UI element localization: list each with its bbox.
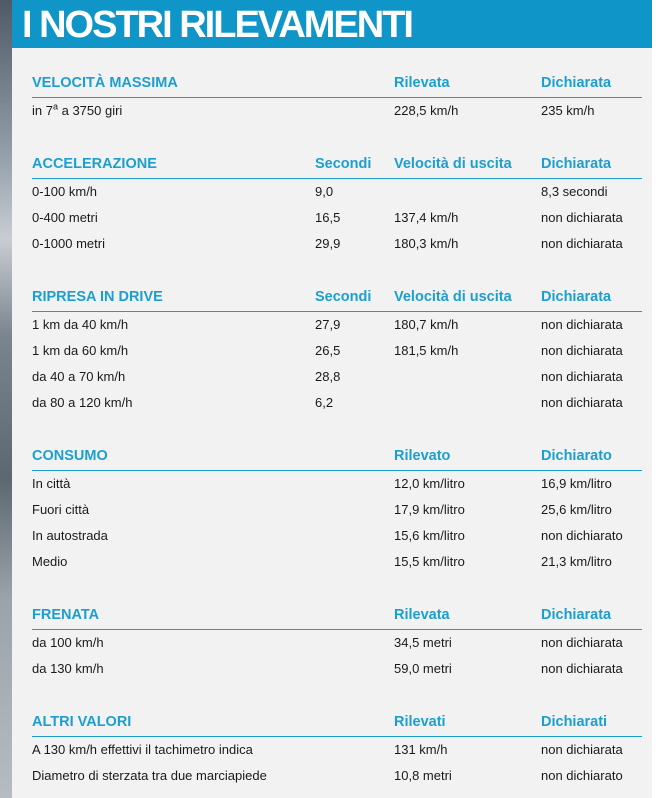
section-header xyxy=(32,603,642,630)
section-accelerazione xyxy=(32,152,642,257)
value-rilevati: 131 km/h xyxy=(394,742,448,757)
background-photo-strip xyxy=(0,0,12,798)
table-row xyxy=(32,737,642,763)
section-header xyxy=(32,152,642,179)
header-banner xyxy=(12,0,652,48)
value-dichiarata: non dichiarata xyxy=(541,317,623,332)
value-secondi: 29,9 xyxy=(315,236,341,251)
row-label: In città xyxy=(32,476,71,491)
col-header-dichiarato: Dichiarato xyxy=(541,448,612,464)
row-label: da 80 a 120 km/h xyxy=(32,395,133,410)
value-velocita: 137,4 km/h xyxy=(394,210,459,225)
table-row xyxy=(32,390,642,416)
value-rilevata: 228,5 km/h xyxy=(394,103,459,118)
section-frenata xyxy=(32,603,642,682)
table-row xyxy=(32,656,642,682)
value-secondi: 6,2 xyxy=(315,395,334,410)
col-header-rilevata: Rilevata xyxy=(394,607,450,623)
section-title: ALTRI VALORI xyxy=(32,714,132,730)
row-label: 0-400 metri xyxy=(32,210,98,225)
value-secondi: 27,9 xyxy=(315,317,341,332)
table-row xyxy=(32,98,642,124)
row-label: 1 km da 40 km/h xyxy=(32,317,129,332)
section-title: FRENATA xyxy=(32,607,100,623)
value-dichiarata: 235 km/h xyxy=(541,103,595,118)
table-row xyxy=(32,364,642,390)
col-header-velocita-uscita: Velocità di uscita xyxy=(394,289,512,305)
col-header-secondi: Secondi xyxy=(315,156,372,172)
section-altri-valori xyxy=(32,710,642,789)
section-velocita-massima xyxy=(32,71,642,124)
row-label: A 130 km/h effettivi il tachimetro indica xyxy=(32,742,253,757)
col-header-dichiarata: Dichiarata xyxy=(541,156,612,172)
table-row xyxy=(32,338,642,364)
value-rilevato: 12,0 km/litro xyxy=(394,476,465,491)
row-label: da 40 a 70 km/h xyxy=(32,369,126,384)
table-row xyxy=(32,549,642,575)
value-dichiarata: non dichiarata xyxy=(541,236,623,251)
section-header xyxy=(32,710,642,737)
value-secondi: 26,5 xyxy=(315,343,341,358)
value-rilevato: 17,9 km/litro xyxy=(394,502,465,517)
value-velocita: 181,5 km/h xyxy=(394,343,459,358)
value-dichiarato: non dichiarato xyxy=(541,528,623,543)
table-row xyxy=(32,179,642,205)
table-row xyxy=(32,763,642,789)
value-velocita: 180,7 km/h xyxy=(394,317,459,332)
value-dichiarata: non dichiarata xyxy=(541,635,623,650)
value-dichiarata: non dichiarata xyxy=(541,661,623,676)
table-row xyxy=(32,471,642,497)
col-header-velocita-uscita: Velocità di uscita xyxy=(394,156,512,172)
table-row xyxy=(32,523,642,549)
row-label: 1 km da 60 km/h xyxy=(32,343,129,358)
row-label: da 100 km/h xyxy=(32,635,104,650)
row-label: 0-100 km/h xyxy=(32,184,98,199)
row-label: Medio xyxy=(32,554,68,569)
table-row xyxy=(32,312,642,338)
value-velocita: 180,3 km/h xyxy=(394,236,459,251)
value-dichiarato: 25,6 km/litro xyxy=(541,502,612,517)
value-dichiarata: non dichiarata xyxy=(541,343,623,358)
value-dichiarata: non dichiarata xyxy=(541,395,623,410)
section-title: VELOCITÀ MASSIMA xyxy=(32,75,178,91)
col-header-secondi: Secondi xyxy=(315,289,372,305)
col-header-dichiarata: Dichiarata xyxy=(541,289,612,305)
section-header xyxy=(32,71,642,98)
row-label: In autostrada xyxy=(32,528,108,543)
col-header-rilevata: Rilevata xyxy=(394,75,450,91)
table-row xyxy=(32,231,642,257)
value-dichiarata: non dichiarata xyxy=(541,369,623,384)
col-header-rilevato: Rilevato xyxy=(394,448,451,464)
table-row xyxy=(32,497,642,523)
value-rilevato: 15,5 km/litro xyxy=(394,554,465,569)
value-dichiarati: non dichiarata xyxy=(541,742,623,757)
col-header-dichiarata: Dichiarata xyxy=(541,607,612,623)
section-ripresa-in-drive xyxy=(32,285,642,416)
page-title: I NOSTRI RILEVAMENTI xyxy=(22,4,412,46)
section-header xyxy=(32,285,642,312)
value-secondi: 28,8 xyxy=(315,369,341,384)
value-secondi: 9,0 xyxy=(315,184,334,199)
table-row xyxy=(32,630,642,656)
section-header xyxy=(32,444,642,471)
section-title: ACCELERAZIONE xyxy=(32,156,157,172)
row-label: Fuori città xyxy=(32,502,90,517)
row-label: da 130 km/h xyxy=(32,661,104,676)
table-row xyxy=(32,205,642,231)
value-rilevato: 15,6 km/litro xyxy=(394,528,465,543)
col-header-dichiarata: Dichiarata xyxy=(541,75,612,91)
value-rilevata: 59,0 metri xyxy=(394,661,452,676)
value-secondi: 16,5 xyxy=(315,210,341,225)
col-header-dichiarati: Dichiarati xyxy=(541,714,608,730)
value-dichiarata: 8,3 secondi xyxy=(541,184,608,199)
row-label: Diametro di sterzata tra due marciapiede xyxy=(32,768,267,783)
row-label: in 7$^a$ a 3750 giri xyxy=(32,101,123,118)
value-dichiarati: non dichiarato xyxy=(541,768,623,783)
section-title: RIPRESA IN DRIVE xyxy=(32,289,163,305)
value-dichiarato: 21,3 km/litro xyxy=(541,554,612,569)
value-dichiarato: 16,9 km/litro xyxy=(541,476,612,491)
value-rilevata: 34,5 metri xyxy=(394,635,452,650)
section-title: CONSUMO xyxy=(32,448,108,464)
section-consumo xyxy=(32,444,642,575)
col-header-rilevati: Rilevati xyxy=(394,714,446,730)
value-rilevati: 10,8 metri xyxy=(394,768,452,783)
value-dichiarata: non dichiarata xyxy=(541,210,623,225)
row-label: 0-1000 metri xyxy=(32,236,105,251)
